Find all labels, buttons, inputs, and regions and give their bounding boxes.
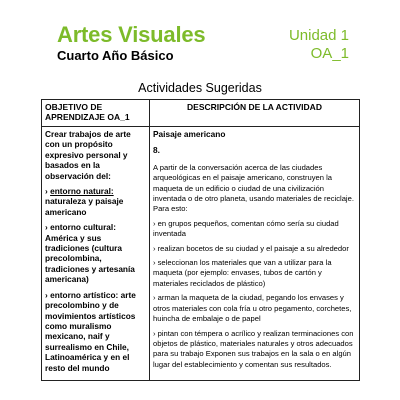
- unit-header: [289, 27, 349, 63]
- activity-title: Paisaje americano: [153, 129, 226, 139]
- objective-item: › entorno natural: naturaleza y paisaje americano: [45, 186, 124, 217]
- objective-item: › entorno cultural: América y sus tradiciones (cultura precolombina, tradiciones y artesanía americana): [45, 222, 135, 285]
- table-header-row: [42, 100, 360, 127]
- subject-title: Artes Visuales: [57, 22, 206, 47]
- section-title: Actividades Sugeridas: [138, 81, 262, 95]
- objective-column-header: OBJETIVO DE APRENDIZAJE OA_1: [42, 100, 150, 127]
- objective-item-text: naturaleza y paisaje americano: [45, 196, 124, 217]
- grade-subtitle: Cuarto Año Básico: [57, 48, 174, 63]
- objective-item-label: entorno artístico:: [50, 289, 119, 300]
- activity-step: › arman la maqueta de la ciudad, pegando los envases y otros materiales con cola fría u otro pegamento, corchetes, huincha de embalaje o de papel: [153, 293, 352, 324]
- activity-number: 8.: [153, 145, 160, 156]
- activity-step: › realizan bocetos de su ciudad y el paisaje a su alrededor: [153, 243, 349, 253]
- objective-item-label: entorno cultural:: [50, 222, 116, 233]
- objective-item-label: entorno natural:: [50, 186, 114, 197]
- description-cell: [150, 127, 360, 381]
- activity-step: › en grupos pequeños, comentan cómo sería su ciudad inventada: [153, 218, 339, 239]
- activity-step: › pintan con témpera o acrílico y realizan terminaciones con objetos de plástico, materiales naturales y otros adecuados para su trabajo Exponen sus trabajos en la sala o en algún lugar del establecimiento y comentan sus resultados.: [153, 328, 354, 369]
- description-column-header: DESCRIPCIÓN DE LA ACTIVIDAD: [150, 100, 360, 127]
- objective-item: › entorno artístico: arte precolombino y de movimientos artísticos como muralismo mexicano, naif y surrealismo en Chile, Latinoamérica y en el resto del mundo: [45, 289, 136, 373]
- unit-label: Unidad 1: [288, 27, 349, 44]
- activities-table: [41, 99, 360, 381]
- activity-step: › seleccionan los materiales que van a utilizar para la maqueta (por ejemplo: envases, tubos de cartón y materiales reciclados de plástico): [153, 258, 332, 288]
- objective-cell: [42, 127, 150, 381]
- document-header: [57, 22, 205, 64]
- objective-item-text: arte precolombino y de movimientos artísticos como muralismo mexicano, naif y surrealismo en Chile, Latinoamérica y en el resto del mundo: [45, 289, 136, 373]
- objective-item-text: América y sus tradiciones (cultura precolombina, tradiciones y artesanía americana): [45, 232, 135, 285]
- activity-intro: A partir de la conversación acerca de las ciudades arqueológicas en el paisaje americano, construyen la maqueta de un edificio o ciudad de una civilización inventada o de otro planeta, usando materiales de reciclaje. Para esto:: [153, 162, 354, 214]
- objective-intro: Crear trabajos de arte con un propósito expresivo personal y basados en la observación del:: [45, 129, 131, 181]
- table-row: [42, 127, 360, 381]
- objective-code: OA_1: [310, 45, 349, 62]
